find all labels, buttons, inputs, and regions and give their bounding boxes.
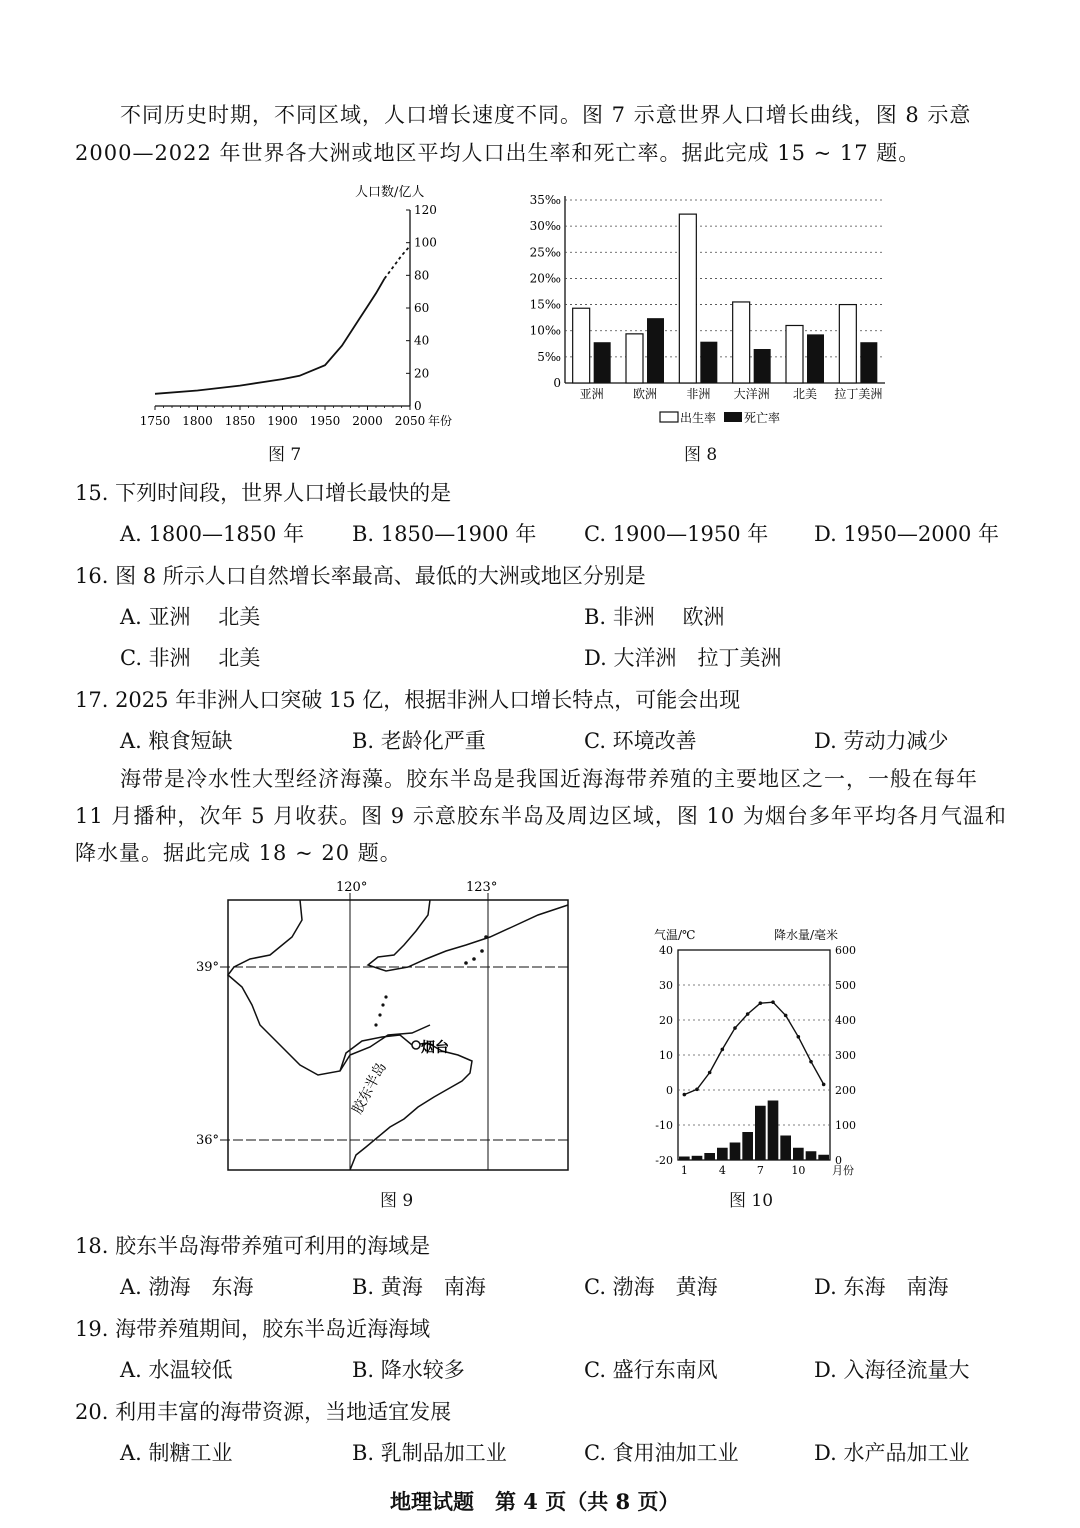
lat-label-39: 39° [196, 960, 220, 975]
fig8-death-bar [754, 349, 771, 383]
q19-stem: 19. 海带养殖期间，胶东半岛近海海域 [75, 1317, 431, 1341]
fig7-ytick-label: 100 [414, 235, 437, 250]
fig8-ytick-label: 0 [553, 376, 561, 390]
fig8-ytick-label: 20‰ [529, 271, 561, 286]
intro1-line1: 不同历史时期，不同区域，人口增长速度不同。图 7 示意世界人口增长曲线，图 8 示意 [120, 103, 972, 127]
q20-option-b[interactable]: B. 乳制品加工业 [352, 1441, 507, 1465]
fig10-temp-point [784, 1014, 788, 1018]
fig8-ytick-label: 10‰ [529, 323, 561, 338]
fig8-category-label: 拉丁美洲 [834, 387, 883, 401]
fig8-category-label: 非洲 [686, 387, 711, 401]
q15-stem: 15. 下列时间段，世界人口增长最快的是 [75, 481, 452, 505]
fig10-precip-bar [793, 1148, 804, 1160]
fig8-death-bar [807, 334, 824, 383]
fig8-birth-bar [786, 325, 803, 383]
fig10-precip-bar [717, 1148, 728, 1160]
fig10-xtick-label: 10 [791, 1164, 806, 1177]
q17-option-b[interactable]: B. 老龄化严重 [352, 729, 486, 753]
fig8-ytick-label: 35‰ [529, 193, 561, 207]
fig8-birth-bar [573, 308, 590, 383]
peninsula-label: 胶东半岛 [349, 1059, 390, 1117]
q19-option-a[interactable]: A. 水温较低 [120, 1358, 233, 1382]
fig10-temp-point [746, 1012, 750, 1016]
fig10-caption: 图 10 [729, 1191, 774, 1211]
fig8-death-bar [860, 342, 877, 383]
lon-label-120: 120° [336, 880, 368, 895]
fig8-ytick-label: 5‰ [537, 349, 561, 364]
fig10-precip-bar [704, 1153, 715, 1160]
fig7-ytick-label: 120 [414, 203, 437, 217]
fig10-precip-tick-label: 200 [835, 1084, 856, 1097]
fig7-xtick-label: 2050 [394, 414, 426, 428]
fig7-ytick-label: 80 [414, 268, 430, 283]
q16-option-b[interactable]: B. 非洲 欧洲 [584, 605, 725, 629]
q16-option-a[interactable]: A. 亚洲 北美 [120, 605, 261, 629]
intro2-line3: 降水量。据此完成 18 ~ 20 题。 [75, 841, 402, 865]
q20-option-a[interactable]: A. 制糖工业 [120, 1441, 233, 1465]
fig8-ytick-label: 30‰ [529, 219, 561, 234]
fig10-temp-tick-label: -20 [655, 1154, 673, 1167]
fig10-xtick-label: 4 [718, 1164, 726, 1177]
fig10-temp-tick-label: -10 [655, 1119, 673, 1132]
fig10-xlabel: 月份 [832, 1164, 854, 1177]
fig7-ytick-label: 20 [414, 366, 430, 381]
fig10-precip-tick-label: 600 [835, 944, 856, 957]
island-dot [384, 995, 387, 998]
yantai-marker [412, 1041, 420, 1049]
q18-option-a[interactable]: A. 渤海 东海 [120, 1275, 254, 1299]
q15-option-c[interactable]: C. 1900—1950 年 [584, 522, 769, 546]
q19-option-b[interactable]: B. 降水较多 [352, 1358, 465, 1382]
fig8-ytick-label: 15‰ [529, 297, 561, 312]
q20-option-c[interactable]: C. 食用油加工业 [584, 1441, 739, 1465]
fig10-temp-point [797, 1035, 801, 1039]
q17-stem: 17. 2025 年非洲人口突破 15 亿，根据非洲人口增长特点，可能会出现 [75, 688, 741, 712]
fig10-xtick-label: 1 [680, 1164, 688, 1177]
fig7-xtick-label: 1950 [309, 414, 341, 428]
q15-option-a[interactable]: A. 1800—1850 年 [120, 522, 305, 546]
fig10-precip-tick-label: 500 [835, 979, 856, 992]
fig8-death-bar [594, 342, 611, 383]
fig10-ylabel-left: 气温/℃ [654, 928, 696, 942]
figure-8-chart [520, 185, 890, 435]
fig10-temp-tick-label: 20 [659, 1014, 673, 1027]
q18-option-b[interactable]: B. 黄海 南海 [352, 1275, 486, 1299]
figure-9-map [190, 875, 590, 1175]
fig10-precip-bar [692, 1156, 703, 1160]
q15-option-d[interactable]: D. 1950—2000 年 [814, 522, 1000, 546]
island-dot [381, 1003, 384, 1006]
fig7-xtick-label: 1850 [224, 414, 256, 428]
fig7-ylabel: 人口数/亿人 [355, 185, 425, 200]
lon-label-123: 123° [466, 880, 498, 895]
q18-option-d[interactable]: D. 东海 南海 [814, 1275, 949, 1299]
fig10-precip-bar [780, 1136, 791, 1161]
fig10-temp-point [683, 1093, 687, 1097]
fig10-temp-point [809, 1060, 813, 1064]
fig7-xtick-label: 1900 [267, 414, 298, 428]
fig10-temp-point [771, 1000, 775, 1004]
q15-option-b[interactable]: B. 1850—1900 年 [352, 522, 537, 546]
q20-stem: 20. 利用丰富的海带资源，当地适宜发展 [75, 1400, 452, 1424]
fig10-precip-bar [755, 1106, 766, 1160]
q19-option-d[interactable]: D. 入海径流量大 [814, 1358, 970, 1382]
q16-option-c[interactable]: C. 非洲 北美 [120, 646, 261, 670]
fig7-xtick-label: 1800 [182, 414, 213, 428]
fig10-precip-bar [730, 1143, 741, 1161]
island-dot [374, 1023, 377, 1026]
fig10-temp-tick-label: 30 [659, 979, 673, 992]
fig7-caption: 图 7 [268, 445, 302, 465]
fig7-xtick-label: 2000 [352, 414, 383, 428]
fig7-ytick-label: 60 [414, 301, 430, 315]
island-dot [480, 949, 484, 953]
fig10-temp-point [733, 1026, 737, 1030]
fig8-birth-bar [733, 302, 750, 383]
q19-option-c[interactable]: C. 盛行东南风 [584, 1358, 718, 1382]
fig10-temp-tick-label: 0 [666, 1084, 673, 1097]
fig10-precip-tick-label: 400 [835, 1014, 856, 1027]
page-footer: 地理试题 第 4 页（共 8 页） [390, 1489, 680, 1514]
q20-option-d[interactable]: D. 水产品加工业 [814, 1441, 970, 1465]
intro1-line2: 2000—2022 年世界各大洲或地区平均人口出生率和死亡率。据此完成 15 ~ 17 题。 [75, 141, 921, 165]
fig8-category-label: 亚洲 [579, 387, 604, 401]
fig10-xtick-label: 7 [756, 1164, 764, 1177]
fig10-precip-bar [818, 1155, 829, 1160]
legend-birth-label: 出生率 [680, 411, 717, 425]
figure-10-chart [650, 925, 870, 1185]
legend-death-label: 死亡率 [744, 411, 781, 425]
fig10-temp-point [695, 1088, 699, 1092]
fig10-temp-line [684, 1002, 823, 1094]
fig10-precip-tick-label: 100 [835, 1119, 856, 1132]
fig10-precip-bar [768, 1101, 779, 1161]
fig10-ylabel-right: 降水量/毫米 [774, 928, 839, 942]
intro2-line1: 海带是冷水性大型经济海藻。胶东半岛是我国近海海带养殖的主要地区之一，一般在每年 [120, 767, 978, 791]
fig10-temp-tick-label: 40 [659, 944, 673, 957]
fig10-precip-bar [742, 1132, 753, 1160]
fig7-xlabel: 年份 [428, 414, 453, 428]
fig7-xtick-label: 1750 [140, 414, 171, 428]
fig7-population-line [155, 279, 385, 394]
fig8-birth-bar [839, 305, 856, 383]
fig8-caption: 图 8 [684, 445, 718, 465]
fig8-category-label: 大洋洲 [733, 387, 770, 401]
fig8-ytick-label: 25‰ [529, 245, 561, 260]
fig9-caption: 图 9 [380, 1191, 414, 1211]
lat-label-36: 36° [196, 1133, 220, 1148]
fig8-category-label: 欧洲 [632, 387, 658, 401]
intro2-line2: 11 月播种，次年 5 月收获。图 9 示意胶东半岛及周边区域，图 10 为烟台多年平均各月气温和 [75, 804, 1007, 828]
fig7-projection-line [385, 246, 411, 279]
fig10-precip-tick-label: 300 [835, 1049, 856, 1062]
q17-option-d[interactable]: D. 劳动力减少 [814, 729, 949, 753]
q18-option-c[interactable]: C. 渤海 黄海 [584, 1275, 718, 1299]
fig7-ytick-label: 40 [414, 333, 430, 348]
q16-option-d[interactable]: D. 大洋洲 拉丁美洲 [584, 646, 782, 670]
q18-stem: 18. 胶东半岛海带养殖可利用的海域是 [75, 1234, 431, 1258]
legend-birth-swatch [660, 412, 678, 422]
fig10-precip-tick-label: 0 [835, 1154, 842, 1167]
island-dot [484, 935, 488, 939]
fig10-temp-point [822, 1083, 826, 1087]
legend-death-swatch [724, 412, 742, 422]
fig8-death-bar [700, 342, 717, 383]
fig10-temp-point [759, 1001, 763, 1005]
fig10-precip-bar [806, 1151, 817, 1160]
fig8-birth-bar [626, 334, 643, 383]
figure-7-chart [140, 180, 480, 440]
fig10-temp-point [721, 1048, 725, 1052]
island-dot [378, 1013, 381, 1016]
fig8-birth-bar [679, 214, 696, 383]
fig10-precip-bar [679, 1157, 690, 1161]
island-dot [472, 957, 476, 961]
q17-option-c[interactable]: C. 环境改善 [584, 729, 697, 753]
fig8-death-bar [647, 318, 664, 383]
yantai-label: 烟台 [421, 1040, 449, 1056]
fig10-temp-tick-label: 10 [659, 1049, 673, 1062]
fig10-temp-point [708, 1071, 712, 1075]
fig8-category-label: 北美 [792, 387, 818, 401]
fig7-ytick-label: 0 [414, 399, 422, 413]
q17-option-a[interactable]: A. 粮食短缺 [120, 729, 233, 753]
q16-stem: 16. 图 8 所示人口自然增长率最高、最低的大洲或地区分别是 [75, 564, 646, 588]
island-dot [464, 961, 468, 965]
